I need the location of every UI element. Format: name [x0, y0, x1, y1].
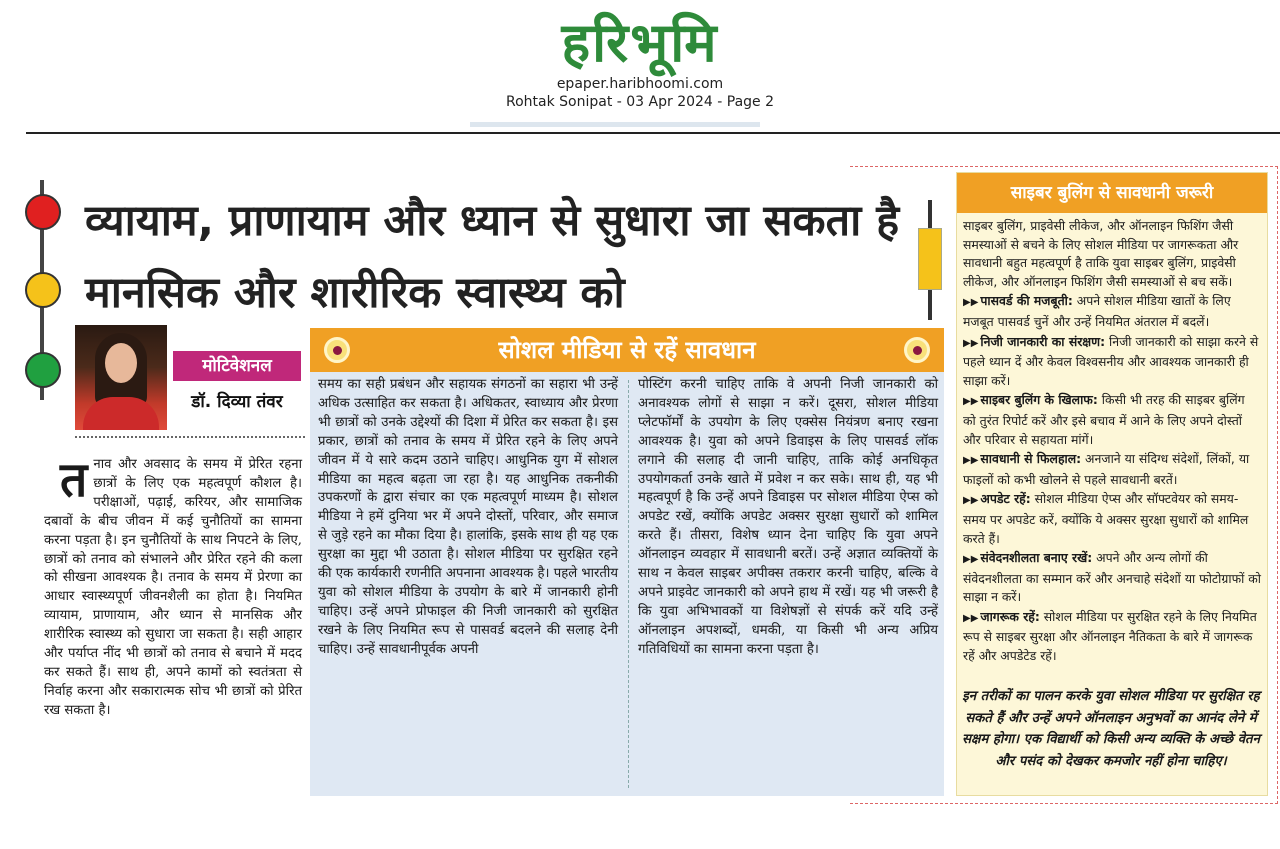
tip-item	[963, 549, 1261, 607]
tip-lead: पासवर्ड की मजबूती:	[980, 293, 1073, 309]
marker-line-bottom	[928, 290, 932, 320]
double-arrow-icon: ▶▶	[963, 612, 979, 624]
tip-item	[963, 292, 1261, 331]
tip-lead: अपडेट रहें:	[980, 491, 1031, 507]
author-face	[105, 343, 137, 383]
double-arrow-icon: ▶▶	[963, 455, 979, 467]
article-left-column	[44, 452, 302, 721]
tip-lead: संवेदनशीलता बनाए रखें:	[980, 550, 1093, 566]
social-media-title: सोशल मीडिया से रहें सावधान	[498, 336, 756, 364]
cyber-closing-note: इन तरीकों का पालन करके युवा सोशल मीडिया पर सुरक्षित रह सकते हैं और उन्हें अपने ऑनलाइन अनुभवों का आनंद लेने में सक्षम होगा। एक विद्यार्थी को किसी अन्य व्यक्ति के अच्छे वेतन और पसंद को देखकर कमजोर नहीं होना चाहिए।	[962, 689, 1260, 770]
column-divider	[628, 380, 629, 788]
tip-lead: साइबर बुलिंग के खिलाफ:	[980, 392, 1098, 408]
social-media-column-1: समय का सही प्रबंधन और सहायक संगठनों का सहारा भी उन्हें अधिक उत्साहित कर सकता है। अधिकतर, स्वाध्याय और प्रेरणा भी छात्रों को उनके उद्देश्यों की दिशा में प्रेरित कर सकता है। इस प्रकार, छात्रों को तनाव के समय में प्रेरित रहने के लिए अपने जीवन में ये सारे कदम उठाने चाहिए। आधुनिक युग में सोशल मीडिया का महत्व बढ़ता जा रहा है। यह आधुनिक तकनीकी उपकरणों के द्वारा संचार का एक महत्वपूर्ण माध्यम है। सोशल मीडिया ने हमें दुनिया भर में अपने दोस्तों, परिवार, और समाज से जुड़े रहने का मौका दिया है। हालांकि, इसके साथ ही यह एक सुरक्षा का मुद्दा भी उठाता है। सोशल मीडिया पर सुरक्षित रहने की एक कार्यकारी रणनीति अपनाना आवश्यक है। पहले भारतीय युवा को सोशल मीडिया के उपयोग के बारे में जानकारी होनी चाहिए। उन्हें अपने प्रोफाइल की निजी जानकारी को सुरक्षित रखने के लिए नियमित रूप से पासवर्ड बदलने की सलाह देनी चाहिए। उन्हें सावधानीपूर्वक अपनी	[318, 377, 618, 657]
tip-item	[963, 391, 1261, 449]
cyber-bullying-body	[963, 217, 1261, 667]
tip-text: सोशल मीडिया ऐप्स और सॉफ्टवेयर को समय-समय पर अपडेट करें, क्योंकि ये अक्सर सुरक्षा सुधारों को शामिल करते हैं।	[963, 491, 1249, 546]
left-column-text: नाव और अवसाद के समय में प्रेरित रहना छात्रों के लिए एक महत्वपूर्ण कौशल है। परीक्षाओं, पढ़ाई, करियर, और सामाजिक दबावों के बीच जीवन में कई चुनौतियों का सामना करना पड़ता है। इन चुनौतियों के साथ निपटने के लिए, छात्रों को तनाव को संभालने और प्रेरित रहने की कला को सीखना आवश्यक है। तनाव के समय में प्रेरणा का आधार स्वास्थ्यपूर्ण जीवनशैली का होता है। नियमित व्यायाम, प्राणायाम, और ध्यान से मानसिक और शारीरिक स्वास्थ्य को सुधारा जा सकता है। सही आहार और पर्याप्त नींद भी छात्रों को तनाव से बचाने में मदद कर सकते हैं। साथ ही, अपने कामों को स्वतंत्रता से निर्वाह करना और सकारात्मक सोच भी छात्रों को प्रेरित रख सकता है।	[44, 457, 302, 718]
double-arrow-icon: ▶▶	[963, 297, 979, 309]
article-headline: व्यायाम, प्राणायाम और ध्यान से सुधारा जा सकता है मानसिक और शारीरिक स्वास्थ्य को	[85, 196, 900, 318]
tip-text: सोशल मीडिया पर सुरक्षित रहने के लिए नियमित रूप से साइबर सुरक्षा और ऑनलाइन नैतिकता के बारे में जागरूक रहें और अपडेटेड रहें।	[963, 608, 1257, 664]
double-arrow-icon: ▶▶	[963, 495, 979, 507]
bullet-dot-icon	[904, 337, 930, 363]
header-rule	[26, 132, 1280, 134]
tip-item	[963, 450, 1261, 489]
author-name: डॉ. दिव्या तंवर	[191, 392, 283, 412]
tip-item	[963, 333, 1261, 391]
social-media-box	[310, 328, 944, 796]
tip-lead: सावधानी से फिलहाल:	[980, 451, 1082, 467]
tip-lead: जागरूक रहें:	[980, 608, 1040, 624]
social-media-column-2: पोस्टिंग करनी चाहिए ताकि वे अपनी निजी जानकारी को अनावश्यक लोगों से साझा न करें। दूसरा, सोशल मीडिया प्लेटफॉर्मों के उपयोग के लिए एक्सेस नियंत्रण बनाए रखना आवश्यक है। युवा को अपने डिवाइस के लिए पासवर्ड लॉक लगाने की सलाह दी जानी चाहिए, ताकि कोई अनधिकृत उपयोगकर्ता उनके खाते में प्रवेश न कर सके। साथ ही, यह भी महत्वपूर्ण है कि उन्हें अपने डिवाइस पर सोशल मीडिया ऐप्स को अपडेट रखें, क्योंकि अपडेट अक्सर सुरक्षा सुधारों को शामिल करते हैं। तीसरा, विशेष ध्यान देना चाहिए कि युवा अपने ऑनलाइन व्यवहार में सावधानी बरतें। उन्हें अज्ञात व्यक्तियों के साथ न केवल साइबर अपीक्स तकरार करनी चाहिए, बल्कि वे अपने प्राइवेट जानकारी को अपने हाथ में रखें। यह भी जरूरी है कि युवा अभिभावकों या विशेषज्ञों से संपर्क करें यदि उन्हें ऑनलाइन अपशब्दों, धमकी, या किसी भी अन्य अप्रिय गतिविधियों का सामना करना पड़ता है।	[638, 377, 938, 657]
site-url: epaper.haribhoomi.com	[556, 76, 724, 92]
author-body	[83, 397, 159, 430]
red-light-icon	[25, 194, 61, 230]
cyber-bullying-title: साइबर बुलिंग से सावधानी जरूरी	[957, 173, 1267, 213]
social-media-banner	[310, 328, 944, 372]
tip-text: निजी जानकारी को साझा करने से पहले ध्यान दें और केवल विश्वसनीय और आवश्यक जानकारी ही साझा करें।	[963, 333, 1259, 388]
double-arrow-icon: ▶▶	[963, 337, 979, 349]
tip-text: किसी भी तरह की साइबर बुलिंग को तुरंत रिपोर्ट करें और इसे बचाव में आने के लिए अपने दोस्तों और परिवार से सहायता मांगें।	[963, 392, 1245, 447]
double-arrow-icon: ▶▶	[963, 396, 979, 408]
author-divider	[75, 436, 305, 438]
marker-box	[918, 228, 942, 290]
publication-logo: हरिभूमि	[561, 11, 719, 74]
tip-text: अपने और अन्य लोगों की संवेदनशीलता का सम्मान करें और अनचाहे संदेशों या फोटोग्राफों को साझा न करें।	[963, 550, 1261, 605]
tip-lead: निजी जानकारी का संरक्षण:	[980, 333, 1106, 349]
cyber-intro: साइबर बुलिंग, प्राइवेसी लीकेज, और ऑनलाइन फिशिंग जैसी समस्याओं से बचने के लिए सोशल मीडिया पर जागरूकता और सावधानी बहुत महत्वपूर्ण है ताकि युवा साइबर बुलिंग, प्राइवेसी लीकेज, और ऑनलाइन फिशिंग जैसी समस्याओं से बच सकें।	[963, 218, 1239, 289]
drop-cap: त	[60, 452, 88, 508]
marker-line-top	[928, 200, 932, 228]
tip-text: अनजाने या संदिग्ध संदेशों, लिंकों, या फाइलों को कभी खोलने से पहले सावधानी बरतें।	[963, 451, 1250, 487]
tip-text: अपने सोशल मीडिया खातों के लिए मजबूत पासवर्ड चुनें और उन्हें नियमित अंतराल में बदलें।	[963, 293, 1231, 329]
author-photo	[75, 325, 167, 430]
double-arrow-icon: ▶▶	[963, 554, 979, 566]
column-label: मोटिवेशनल	[173, 351, 301, 381]
masthead	[0, 0, 1280, 120]
bullet-dot-icon	[324, 337, 350, 363]
tip-item	[963, 608, 1261, 666]
tip-item	[963, 490, 1261, 548]
author-block	[75, 325, 305, 435]
green-light-icon	[25, 352, 61, 388]
header-strip	[470, 122, 760, 127]
yellow-light-icon	[25, 272, 61, 308]
headline-side-marker	[918, 200, 942, 320]
edition-info: Rohtak Sonipat - 03 Apr 2024 - Page 2	[505, 94, 775, 110]
